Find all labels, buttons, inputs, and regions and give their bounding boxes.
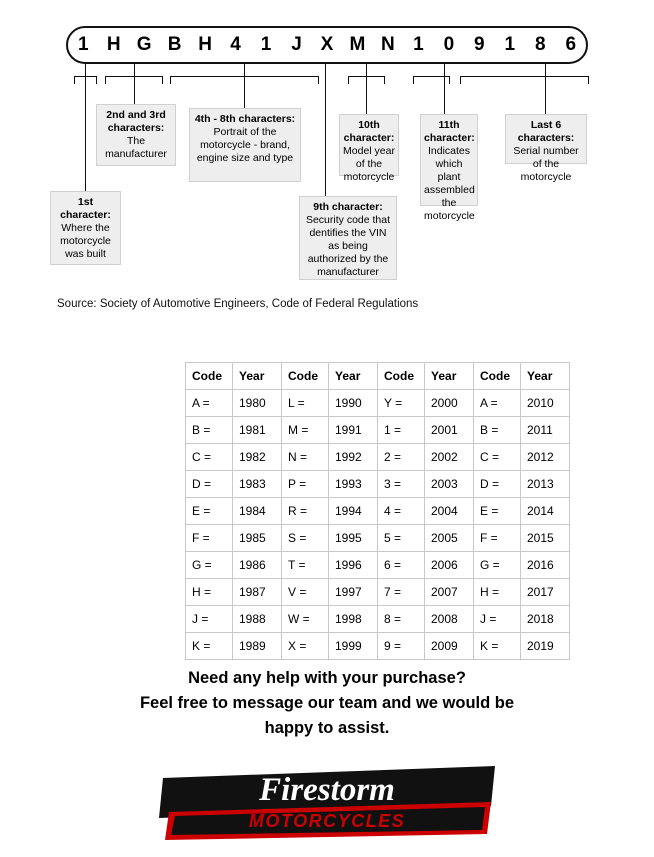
year-cell: 2004 bbox=[425, 498, 474, 525]
vin-character: 1 bbox=[260, 34, 272, 55]
code-cell: J = bbox=[186, 606, 233, 633]
code-cell: W = bbox=[282, 606, 329, 633]
code-cell: K = bbox=[474, 633, 521, 660]
table-row bbox=[186, 444, 570, 471]
year-cell: 1995 bbox=[329, 525, 378, 552]
code-cell: Y = bbox=[378, 390, 425, 417]
callout-fourth-eighth-characters bbox=[189, 108, 301, 182]
code-cell: R = bbox=[282, 498, 329, 525]
code-cell: 9 = bbox=[378, 633, 425, 660]
code-cell: 2 = bbox=[378, 444, 425, 471]
year-cell: 1983 bbox=[233, 471, 282, 498]
year-cell: 1988 bbox=[233, 606, 282, 633]
year-cell: 2006 bbox=[425, 552, 474, 579]
code-cell: X = bbox=[282, 633, 329, 660]
callout-text: Portrait of the motorcycle - brand, engine size and type bbox=[196, 126, 294, 164]
connector-line bbox=[413, 76, 414, 84]
code-cell: E = bbox=[186, 498, 233, 525]
column-header: Code bbox=[474, 363, 521, 390]
code-cell: 1 = bbox=[378, 417, 425, 444]
year-cell: 2005 bbox=[425, 525, 474, 552]
vin-character: X bbox=[320, 34, 334, 55]
connector-line bbox=[588, 76, 589, 84]
code-cell: A = bbox=[186, 390, 233, 417]
callout-text: Model year of the motorcycle bbox=[343, 145, 395, 183]
vin-character: M bbox=[349, 34, 366, 55]
connector-line bbox=[162, 76, 163, 84]
year-cell: 1984 bbox=[233, 498, 282, 525]
connector-line bbox=[318, 76, 319, 84]
year-cell: 2010 bbox=[521, 390, 570, 417]
vin-number-bar bbox=[66, 26, 588, 64]
connector-line bbox=[366, 64, 367, 114]
code-cell: 3 = bbox=[378, 471, 425, 498]
year-cell: 1985 bbox=[233, 525, 282, 552]
table-row bbox=[186, 552, 570, 579]
year-cell: 1981 bbox=[233, 417, 282, 444]
callout-text: The manufacturer bbox=[105, 135, 167, 160]
connector-line bbox=[460, 76, 461, 84]
connector-line bbox=[96, 76, 97, 84]
connector-line bbox=[449, 76, 450, 84]
connector-line bbox=[170, 76, 171, 84]
vin-character: J bbox=[291, 34, 302, 55]
logo-primary-text: Firestorm bbox=[259, 772, 395, 808]
connector-line bbox=[348, 76, 349, 84]
table-row bbox=[186, 525, 570, 552]
code-cell: H = bbox=[474, 579, 521, 606]
callout-eleventh-character bbox=[420, 114, 478, 222]
year-cell: 1996 bbox=[329, 552, 378, 579]
logo-graphic bbox=[155, 762, 500, 842]
year-cell: 1999 bbox=[329, 633, 378, 660]
callout-title: Last 6 characters: bbox=[517, 119, 575, 144]
callout-text: Security code that dentifies the VIN as being authorized by the manufacturer bbox=[305, 214, 391, 278]
code-cell: E = bbox=[474, 498, 521, 525]
connector-line bbox=[325, 64, 326, 196]
year-cell: 1987 bbox=[233, 579, 282, 606]
callout-title: 9th character: bbox=[313, 201, 383, 213]
year-cell: 1989 bbox=[233, 633, 282, 660]
connector-line bbox=[134, 64, 135, 108]
table-row bbox=[186, 606, 570, 633]
code-cell: K = bbox=[186, 633, 233, 660]
code-cell: J = bbox=[474, 606, 521, 633]
callout-last-six-characters bbox=[505, 114, 587, 183]
vin-character: 9 bbox=[474, 34, 485, 55]
table-row bbox=[186, 498, 570, 525]
vin-character: H bbox=[106, 34, 121, 55]
table-row bbox=[186, 633, 570, 660]
code-cell: T = bbox=[282, 552, 329, 579]
column-header: Code bbox=[282, 363, 329, 390]
code-cell: L = bbox=[282, 390, 329, 417]
callout-text: Serial number of the motorcycle bbox=[513, 145, 579, 183]
code-cell: P = bbox=[282, 471, 329, 498]
callout-title: 11th character: bbox=[424, 119, 475, 144]
year-cell: 2017 bbox=[521, 579, 570, 606]
column-header: Year bbox=[329, 363, 378, 390]
code-cell: A = bbox=[474, 390, 521, 417]
year-cell: 2016 bbox=[521, 552, 570, 579]
year-cell: 2012 bbox=[521, 444, 570, 471]
code-cell: F = bbox=[474, 525, 521, 552]
vin-character: 1 bbox=[504, 34, 516, 55]
code-cell: V = bbox=[282, 579, 329, 606]
year-cell: 2015 bbox=[521, 525, 570, 552]
year-cell: 2003 bbox=[425, 471, 474, 498]
column-header: Year bbox=[425, 363, 474, 390]
code-cell: B = bbox=[186, 417, 233, 444]
vin-character: 1 bbox=[77, 34, 89, 55]
callout-ninth-character bbox=[299, 196, 397, 280]
table-row bbox=[186, 579, 570, 606]
callout-title: 2nd and 3rd characters: bbox=[106, 109, 166, 134]
year-cell: 1980 bbox=[233, 390, 282, 417]
callout-text: Where the motorcycle was built bbox=[60, 222, 111, 260]
year-cell: 1982 bbox=[233, 444, 282, 471]
code-cell: B = bbox=[474, 417, 521, 444]
code-cell: G = bbox=[474, 552, 521, 579]
callout-title: 1st character: bbox=[60, 196, 111, 221]
year-cell: 2007 bbox=[425, 579, 474, 606]
vin-character: H bbox=[198, 34, 212, 55]
code-cell: N = bbox=[282, 444, 329, 471]
callout-tenth-character bbox=[339, 114, 399, 183]
connector-line bbox=[244, 64, 245, 108]
connector-line bbox=[105, 76, 106, 84]
table-row bbox=[186, 471, 570, 498]
code-cell: C = bbox=[186, 444, 233, 471]
code-cell: C = bbox=[474, 444, 521, 471]
callout-first-character bbox=[50, 191, 121, 265]
connector-line bbox=[384, 76, 385, 84]
vin-character: N bbox=[381, 34, 395, 55]
connector-line bbox=[444, 64, 445, 114]
code-cell: 4 = bbox=[378, 498, 425, 525]
connector-line bbox=[460, 76, 588, 77]
table-row bbox=[186, 390, 570, 417]
column-header: Code bbox=[186, 363, 233, 390]
vin-character: 6 bbox=[565, 34, 577, 55]
year-cell: 1993 bbox=[329, 471, 378, 498]
callout-title: 4th - 8th characters: bbox=[194, 113, 296, 125]
callout-second-third-characters bbox=[96, 104, 176, 166]
logo-secondary-text: MOTORCYCLES bbox=[248, 811, 406, 831]
source-note: Source: Society of Automotive Engineers, Code of Federal Regulations bbox=[57, 298, 419, 310]
year-cell: 2000 bbox=[425, 390, 474, 417]
firestorm-motorcycles-logo bbox=[155, 762, 500, 842]
year-cell: 2018 bbox=[521, 606, 570, 633]
year-cell: 2009 bbox=[425, 633, 474, 660]
code-cell: F = bbox=[186, 525, 233, 552]
code-cell: D = bbox=[474, 471, 521, 498]
help-line-3: happy to assist. bbox=[264, 719, 390, 737]
code-cell: D = bbox=[186, 471, 233, 498]
year-cell: 2011 bbox=[521, 417, 570, 444]
year-cell: 1990 bbox=[329, 390, 378, 417]
vin-character: 4 bbox=[230, 34, 241, 55]
code-cell: S = bbox=[282, 525, 329, 552]
year-cell: 2002 bbox=[425, 444, 474, 471]
table-row bbox=[186, 417, 570, 444]
year-cell: 2014 bbox=[521, 498, 570, 525]
column-header: Code bbox=[378, 363, 425, 390]
year-cell: 2013 bbox=[521, 471, 570, 498]
vin-character: G bbox=[136, 34, 152, 55]
callout-title: 10th character: bbox=[343, 119, 395, 144]
year-cell: 2008 bbox=[425, 606, 474, 633]
table-header-row bbox=[186, 363, 570, 390]
column-header: Year bbox=[521, 363, 570, 390]
connector-line bbox=[545, 64, 546, 114]
code-cell: M = bbox=[282, 417, 329, 444]
vin-character: 0 bbox=[443, 34, 455, 55]
year-cell: 1991 bbox=[329, 417, 378, 444]
help-line-1: Need any help with your purchase? bbox=[188, 669, 466, 687]
help-line-2: Feel free to message our team and we would be bbox=[139, 694, 515, 712]
year-cell: 1997 bbox=[329, 579, 378, 606]
vin-character: B bbox=[167, 34, 182, 55]
model-year-code-table bbox=[185, 362, 570, 660]
callout-text: Indicates which plant assembled the motorcycle bbox=[424, 145, 475, 222]
year-cell: 2001 bbox=[425, 417, 474, 444]
column-header: Year bbox=[233, 363, 282, 390]
year-cell: 1986 bbox=[233, 552, 282, 579]
vin-character: 8 bbox=[534, 34, 546, 55]
code-cell: H = bbox=[186, 579, 233, 606]
code-cell: G = bbox=[186, 552, 233, 579]
code-cell: 6 = bbox=[378, 552, 425, 579]
code-cell: 5 = bbox=[378, 525, 425, 552]
code-cell: 8 = bbox=[378, 606, 425, 633]
code-cell: 7 = bbox=[378, 579, 425, 606]
connector-line bbox=[74, 76, 75, 84]
connector-line bbox=[85, 76, 86, 191]
year-cell: 1994 bbox=[329, 498, 378, 525]
help-message bbox=[0, 666, 654, 741]
year-cell: 2019 bbox=[521, 633, 570, 660]
year-cell: 1992 bbox=[329, 444, 378, 471]
connector-line bbox=[85, 64, 86, 76]
year-cell: 1998 bbox=[329, 606, 378, 633]
vin-character: 1 bbox=[413, 34, 424, 55]
